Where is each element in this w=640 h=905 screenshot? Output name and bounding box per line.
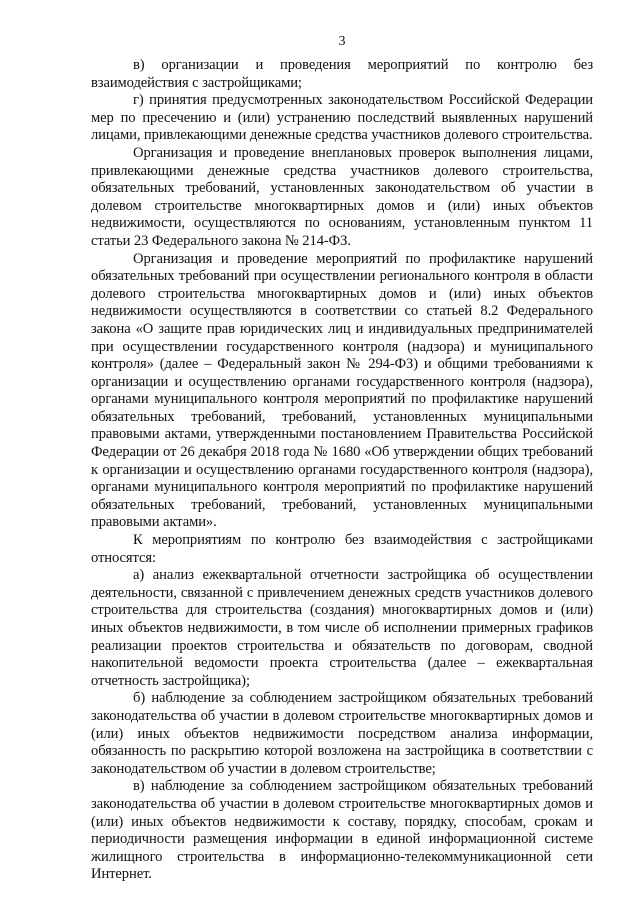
paragraph-item-v: в) организации и проведения мероприятий по контролю без взаимодействия с застройщиками; — [91, 57, 593, 91]
paragraph-item-a: а) анализ ежеквартальной отчетности застройщика об осуществлении деятельности, связанной с привлечением денежных средств участников долевого строительства для строительства (создания) многоквартирных домов и (или) иных объектов недвижимости, в том числе об исполнении примерных графиков реализации проектов строительства и обязательств по договорам, сводной накопительной ведомости проекта строительства (далее – ежеквартальная отчетность застройщика); — [91, 567, 593, 689]
page-number: 3 — [338, 34, 346, 49]
paragraph-unscheduled-inspections: Организация и проведение внеплановых проверок выполнения лицами, привлекающими денежные средства участников долевого строительства, обязательных требований, установленных законодательством об участии в долевом строительстве многоквартирных домов и (или) иных объектов недвижимости, осуществляются по основаниям, установленным пунктом 11 статьи 23 Федерального закона № 214-ФЗ. — [91, 144, 593, 249]
paragraph-control-measures-intro: К мероприятиям по контролю без взаимодействия с застройщиками относятся: — [91, 532, 593, 566]
paragraph-item-g: г) принятия предусмотренных законодательством Российской Федерации мер по пресечению и (или) устранению последствий выявленных нарушений лицами, привлекающими денежные средства участников долевого строительства. — [91, 92, 593, 144]
paragraph-item-b: б) наблюдение за соблюдением застройщиком обязательных требований законодательства об участии в долевом строительстве многоквартирных домов и (или) иных объектов недвижимости посредством анализа информации, обязанность по раскрытию которой возложена на застройщика в соответствии с законодательством об участии в долевом строительстве; — [91, 690, 593, 777]
paragraph-prevention-measures: Организация и проведение мероприятий по профилактике нарушений обязательных требований при осуществлении регионального контроля в области долевого строительства многоквартирных домов и (или) иных объектов недвижимости осуществляются в соответствии со статьей 8.2 Федерального закона «О защите прав юридических лиц и индивидуальных предпринимателей при осуществлении государственного контроля (надзора) и муниципального контроля» (далее – Федеральный закон № 294-ФЗ) и общими требованиями к организации и осуществлению органами государственного контроля (надзора), органами муниципального контроля мероприятий по профилактике нарушений обязательных требований, требований, установленных муниципальными правовыми актами, утвержденными постановлением Правительства Российской Федерации от 26 декабря 2018 года № 1680 «Об утверждении общих требований к организации и осуществлению органами государственного контроля (надзора), органами муниципального контроля мероприятий по профилактике нарушений обязательных требований, требований, установленных муниципальными правовыми актами». — [91, 250, 593, 531]
document-body — [91, 57, 593, 884]
paragraph-item-v2: в) наблюдение за соблюдением застройщиком обязательных требований законодательства об участии в долевом строительстве многоквартирных домов и (или) иных объектов недвижимости к составу, порядку, способам, срокам и периодичности размещения информации в единой информационной системе жилищного строительства в информационно-телекоммуникационной сети Интернет. — [91, 778, 593, 883]
